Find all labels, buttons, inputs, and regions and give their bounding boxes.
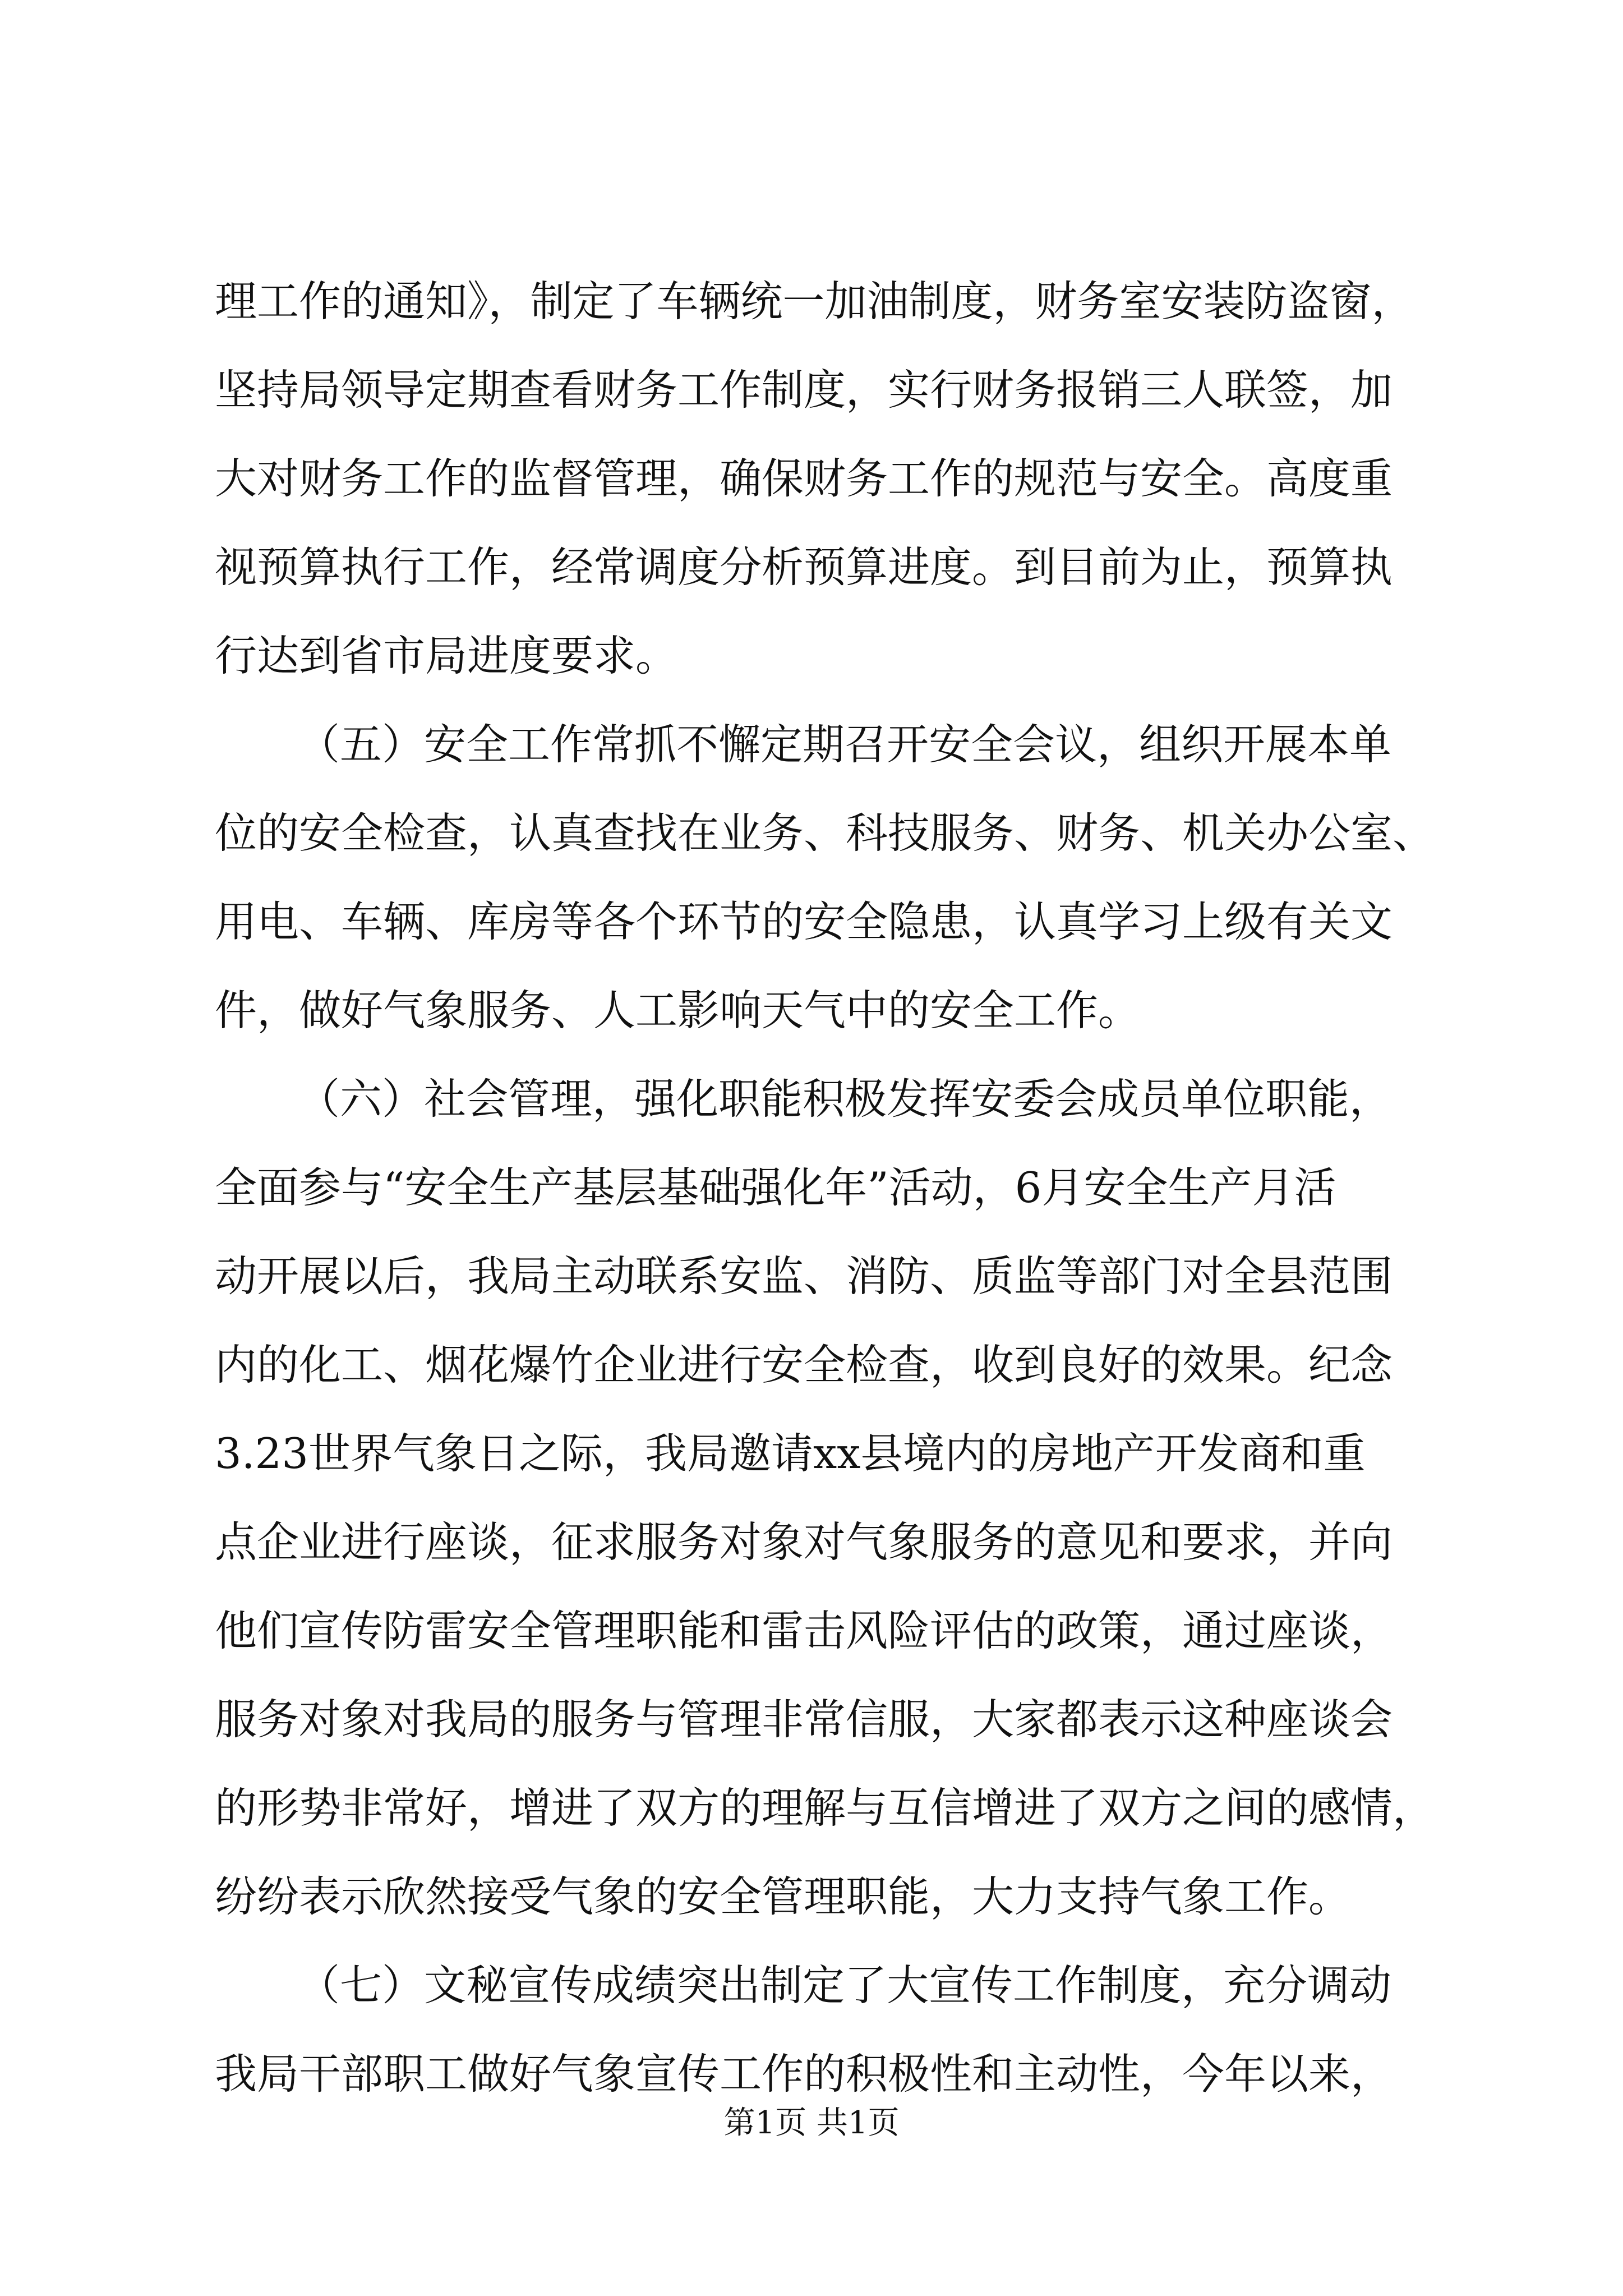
- page-number-footer: 第1页 共1页: [723, 2105, 900, 2141]
- paragraph-start-line: （六）社会管理，强化职能积极发挥安委会成员单位职能，: [298, 1074, 1392, 1124]
- text-line: 服务对象对我局的服务与管理非常信服，大家都表示这种座谈会: [215, 1695, 1393, 1744]
- text-line: 位的安全检查，认真查找在业务、科技服务、财务、机关办公室、: [215, 808, 1435, 858]
- text-line: 3.23世界气象日之际，我局邀请xx县境内的房地产开发商和重: [215, 1429, 1366, 1478]
- text-line: 动开展以后，我局主动联系安监、消防、质监等部门对全县范围: [215, 1251, 1393, 1301]
- text-line: 的形势非常好，增进了双方的理解与互信增进了双方之间的感情，: [215, 1783, 1435, 1833]
- paragraph-start-line: （五）安全工作常抓不懈定期召开安全会议，组织开展本单: [298, 720, 1392, 769]
- text-line: 他们宣传防雷安全管理职能和雷击风险评估的政策，通过座谈，: [215, 1606, 1393, 1655]
- text-line: 内的化工、烟花爆竹企业进行安全检查，收到良好的效果。纪念: [215, 1340, 1393, 1389]
- text-line: 纷纷表示欣然接受气象的安全管理职能，大力支持气象工作。: [215, 1872, 1351, 1921]
- text-line: 件，做好气象服务、人工影响天气中的安全工作。: [215, 986, 1141, 1035]
- text-line: 理工作的通知》，制定了车辆统一加油制度，财务室安装防盗窗，: [215, 277, 1414, 326]
- text-line: 我局干部职工做好气象宣传工作的积极性和主动性，今年以来，: [215, 2049, 1393, 2099]
- text-line: 大对财务工作的监督管理，确保财务工作的规范与安全。高度重: [215, 454, 1393, 503]
- text-line: 全面参与“安全生产基层基础强化年”活动，6月安全生产月活: [215, 1163, 1336, 1212]
- document-body: [215, 257, 1435, 2118]
- paragraph-start-line: （七）文秘宣传成绩突出制定了大宣传工作制度，充分调动: [298, 1961, 1392, 2010]
- text-line: 视预算执行工作，经常调度分析预算进度。到目前为止，预算执: [215, 542, 1393, 592]
- text-line: 行达到省市局进度要求。: [215, 631, 678, 680]
- text-line: 用电、车辆、库房等各个环节的安全隐患，认真学习上级有关文: [215, 897, 1393, 946]
- text-line: 点企业进行座谈，征求服务对象对气象服务的意见和要求，并向: [215, 1517, 1393, 1567]
- text-line: 坚持局领导定期查看财务工作制度，实行财务报销三人联签，加: [215, 365, 1393, 415]
